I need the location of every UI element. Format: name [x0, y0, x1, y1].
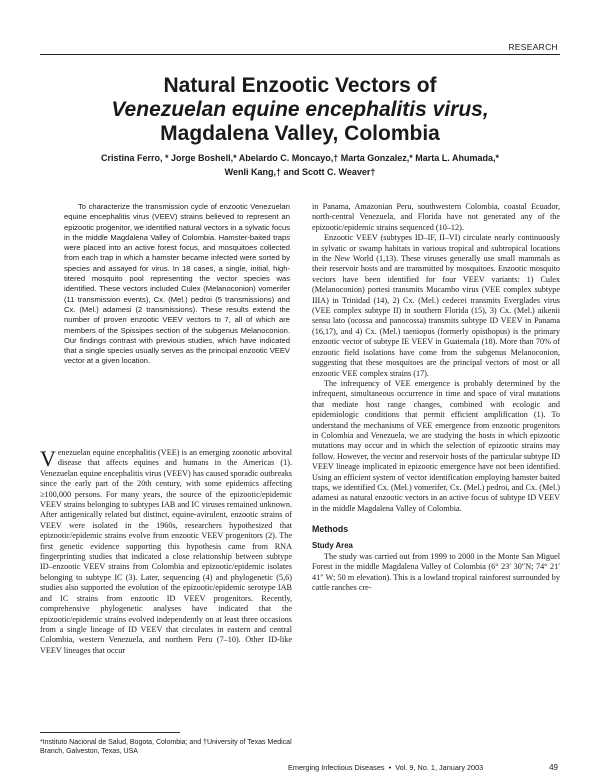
author-list — [60, 152, 540, 179]
study-area-paragraph: The study was carried out from 1999 to 2000 in the Monte San Miguel Forest in the middle Magdalena Valley of Colombia (6° 23′ 30″N; 74° 21′ 41″ W; 50 m elevation). This is a lowland tropical rainforest surrounded by cattle ranches cre- — [312, 552, 560, 593]
footnote-rule — [40, 732, 180, 733]
vectors-paragraph: Enzootic VEEV (subtypes ID–IF, II–VI) circulate nearly continuously in sylvatic or swamp habitats in various tropical and subtropical locations in the New World (1,13). These viruses generally use small mammals as their reservoir hosts and are transmitted by mosquitoes. Enzootic mosquito vectors have been identified for four VEEV variants: 1) Culex (Melanoconion) portesi transmits Mucambo virus (VEE complex subtype IIIA) in Trinidad (14), 2) Cx. (Mel.) cedecei transmits Everglades virus (VEE complex subtype II) in southern Florida (15), 3) Cx. (Mel.) aikenii sensu lato (ocossa and panocossa) transmits subtype ID VEEV in Panama (16,17), and 4) Cx. (Mel.) taeniopus (formerly opisthopus) is the primary enzootic vector of subtype IE VEEV in Guatemala (18). More than 70% of enzootic field isolations have come from the subgenus Melanoconion, suggesting that these mosquitoes are the principal vectors of most or all enzootic VEE complex strains (17). — [312, 233, 560, 378]
abstract: To characterize the transmission cycle of enzootic Venezuelan equine encephalitis virus (VEEV) strains believed to represent an epizootic progenitor, we identified natural vectors in a sylvatic focus in the middle Magdalena Valley of Colombia. Hamster-baited traps were placed into an active forest focus, and mosquitoes collected from each trap in which a hamster became infected were sorted by species and assayed for virus. In 18 cases, a single, initial, high-titered mosquito pool representing the vector species was identified. These vectors included Culex (Melanoconion) vomerifer (11 transmission events), Cx. (Mel.) pedroi (5 transmissions) and Cx. (Mel.) adamesi (2 transmissions). These results extend the number of proven enzootic VEEV vectors to 7, all of which are members of the Spissipes section of the subgenus Melanoconion. Our findings contrast with previous studies, which have indicated that a single species usually serves as the principal enzootic VEEV vector at a given location. — [64, 202, 290, 366]
methods-heading: Methods — [312, 524, 349, 535]
journal-name: Emerging Infectious Diseases — [288, 763, 385, 772]
affiliation-footnote: *Instituto Nacional de Salud, Bogota, Colombia; and †University of Texas Medical Branch, Galveston, Texas, USA — [40, 739, 292, 755]
right-column — [312, 202, 560, 594]
continued-paragraph: in Panama, Amazonian Peru, southwestern Colombia, coastal Ecuador, north-central Venezuela, and Florida have not generated any of the epizootic/epidemic strains sequenced (10–12). — [312, 202, 560, 232]
footer-bullet: • — [386, 763, 394, 772]
authors-line-1: Cristina Ferro, * Jorge Boshell,* Abelardo C. Moncayo,† Marta Gonzalez,* Marta L. Ahumada,* — [101, 153, 499, 163]
intro-text: enezuelan equine encephalitis (VEE) is an emerging zoonotic arboviral disease that affects equines and humans in the Americas (1). Venezuelan equine encephalitis virus (VEEV) has caused sporadic outbreaks since the early part of the 20th century, with some epidemics affecting ≥100,000 persons. For many years, the source of the epizootic/epidemic VEEV strains belonging to subtypes IAB and IC viruses remained unknown. After antigenically related but distinct, equine-avirulent, enzootic strains of VEEV were isolated in the 1960s, researchers hypothesized that epizootic/epidemic strains evolve from enzootic VEEV progenitors (2). The first genetic evidence supporting this hypothesis came from RNA fingerprinting studies that indicated a close relationship between subtype ID–enzootic VEEV strains from Colombia and epizootic/epidemic isolates belonging to subtype IC (3). Later, sequencing (4) and phylogenetic (5,6) studies also supported the evolution of the epizootic/epidemic serotype IAB and IC strains from enzootic ID VEEV progenitors. Recently, comprehensive phylogenetic analyses have indicated that the epizootic/epidemic strains evolved independently on at least three occasions from a single lineage of ID VEEV that circulates in eastern and central Colombia, western Venezuela, and northern Peru (7–10). Other ID-like VEEV lineages that occur — [40, 448, 292, 655]
section-label: RESEARCH — [508, 42, 558, 52]
page-number: 49 — [549, 763, 558, 772]
title-line-1: Natural Enzootic Vectors of — [163, 74, 437, 97]
header-rule — [40, 54, 560, 55]
journal-issue: Vol. 9, No. 1, January 2003 — [395, 763, 484, 772]
emergence-paragraph: The infrequency of VEE emergence is probably determined by the infrequent, simultaneous occurrence in time and space of viral mutations that mediate host range changes, combined with ecologic and epidemiologic conditions that permit efficient amplification (1). To understand the mechanisms of VEE emergence from enzootic progenitors in Colombia and Venezuela, we are studying the hosts in which epizootic mutations may occur and in which the selection of epizootic strains may follow. However, the vector and reservoir hosts of the particular subtype ID VEEV lineage implicated in epizootic emergence have not been identified. Using an efficient system of vector identification employing hamster baited traps, we identified Cx. (Mel.) vomerifer, Cx. (Mel.) pedroi, and Cx. (Mel.) adamesi as natural enzootic vectors in an active focus of subtype ID VEEV in the middle Magdalena Valley of Colombia. — [312, 378, 560, 513]
intro-paragraph — [40, 448, 292, 656]
drop-cap: V — [40, 446, 56, 471]
title-line-3: Magdalena Valley, Colombia — [160, 122, 440, 145]
article-title — [40, 74, 560, 146]
authors-line-2: Wenli Kang,† and Scott C. Weaver† — [224, 166, 376, 177]
study-area-heading: Study Area — [312, 540, 353, 550]
left-column — [40, 448, 292, 656]
journal-footer — [288, 763, 483, 772]
title-line-2: Venezuelan equine encephalitis virus, — [111, 98, 489, 121]
